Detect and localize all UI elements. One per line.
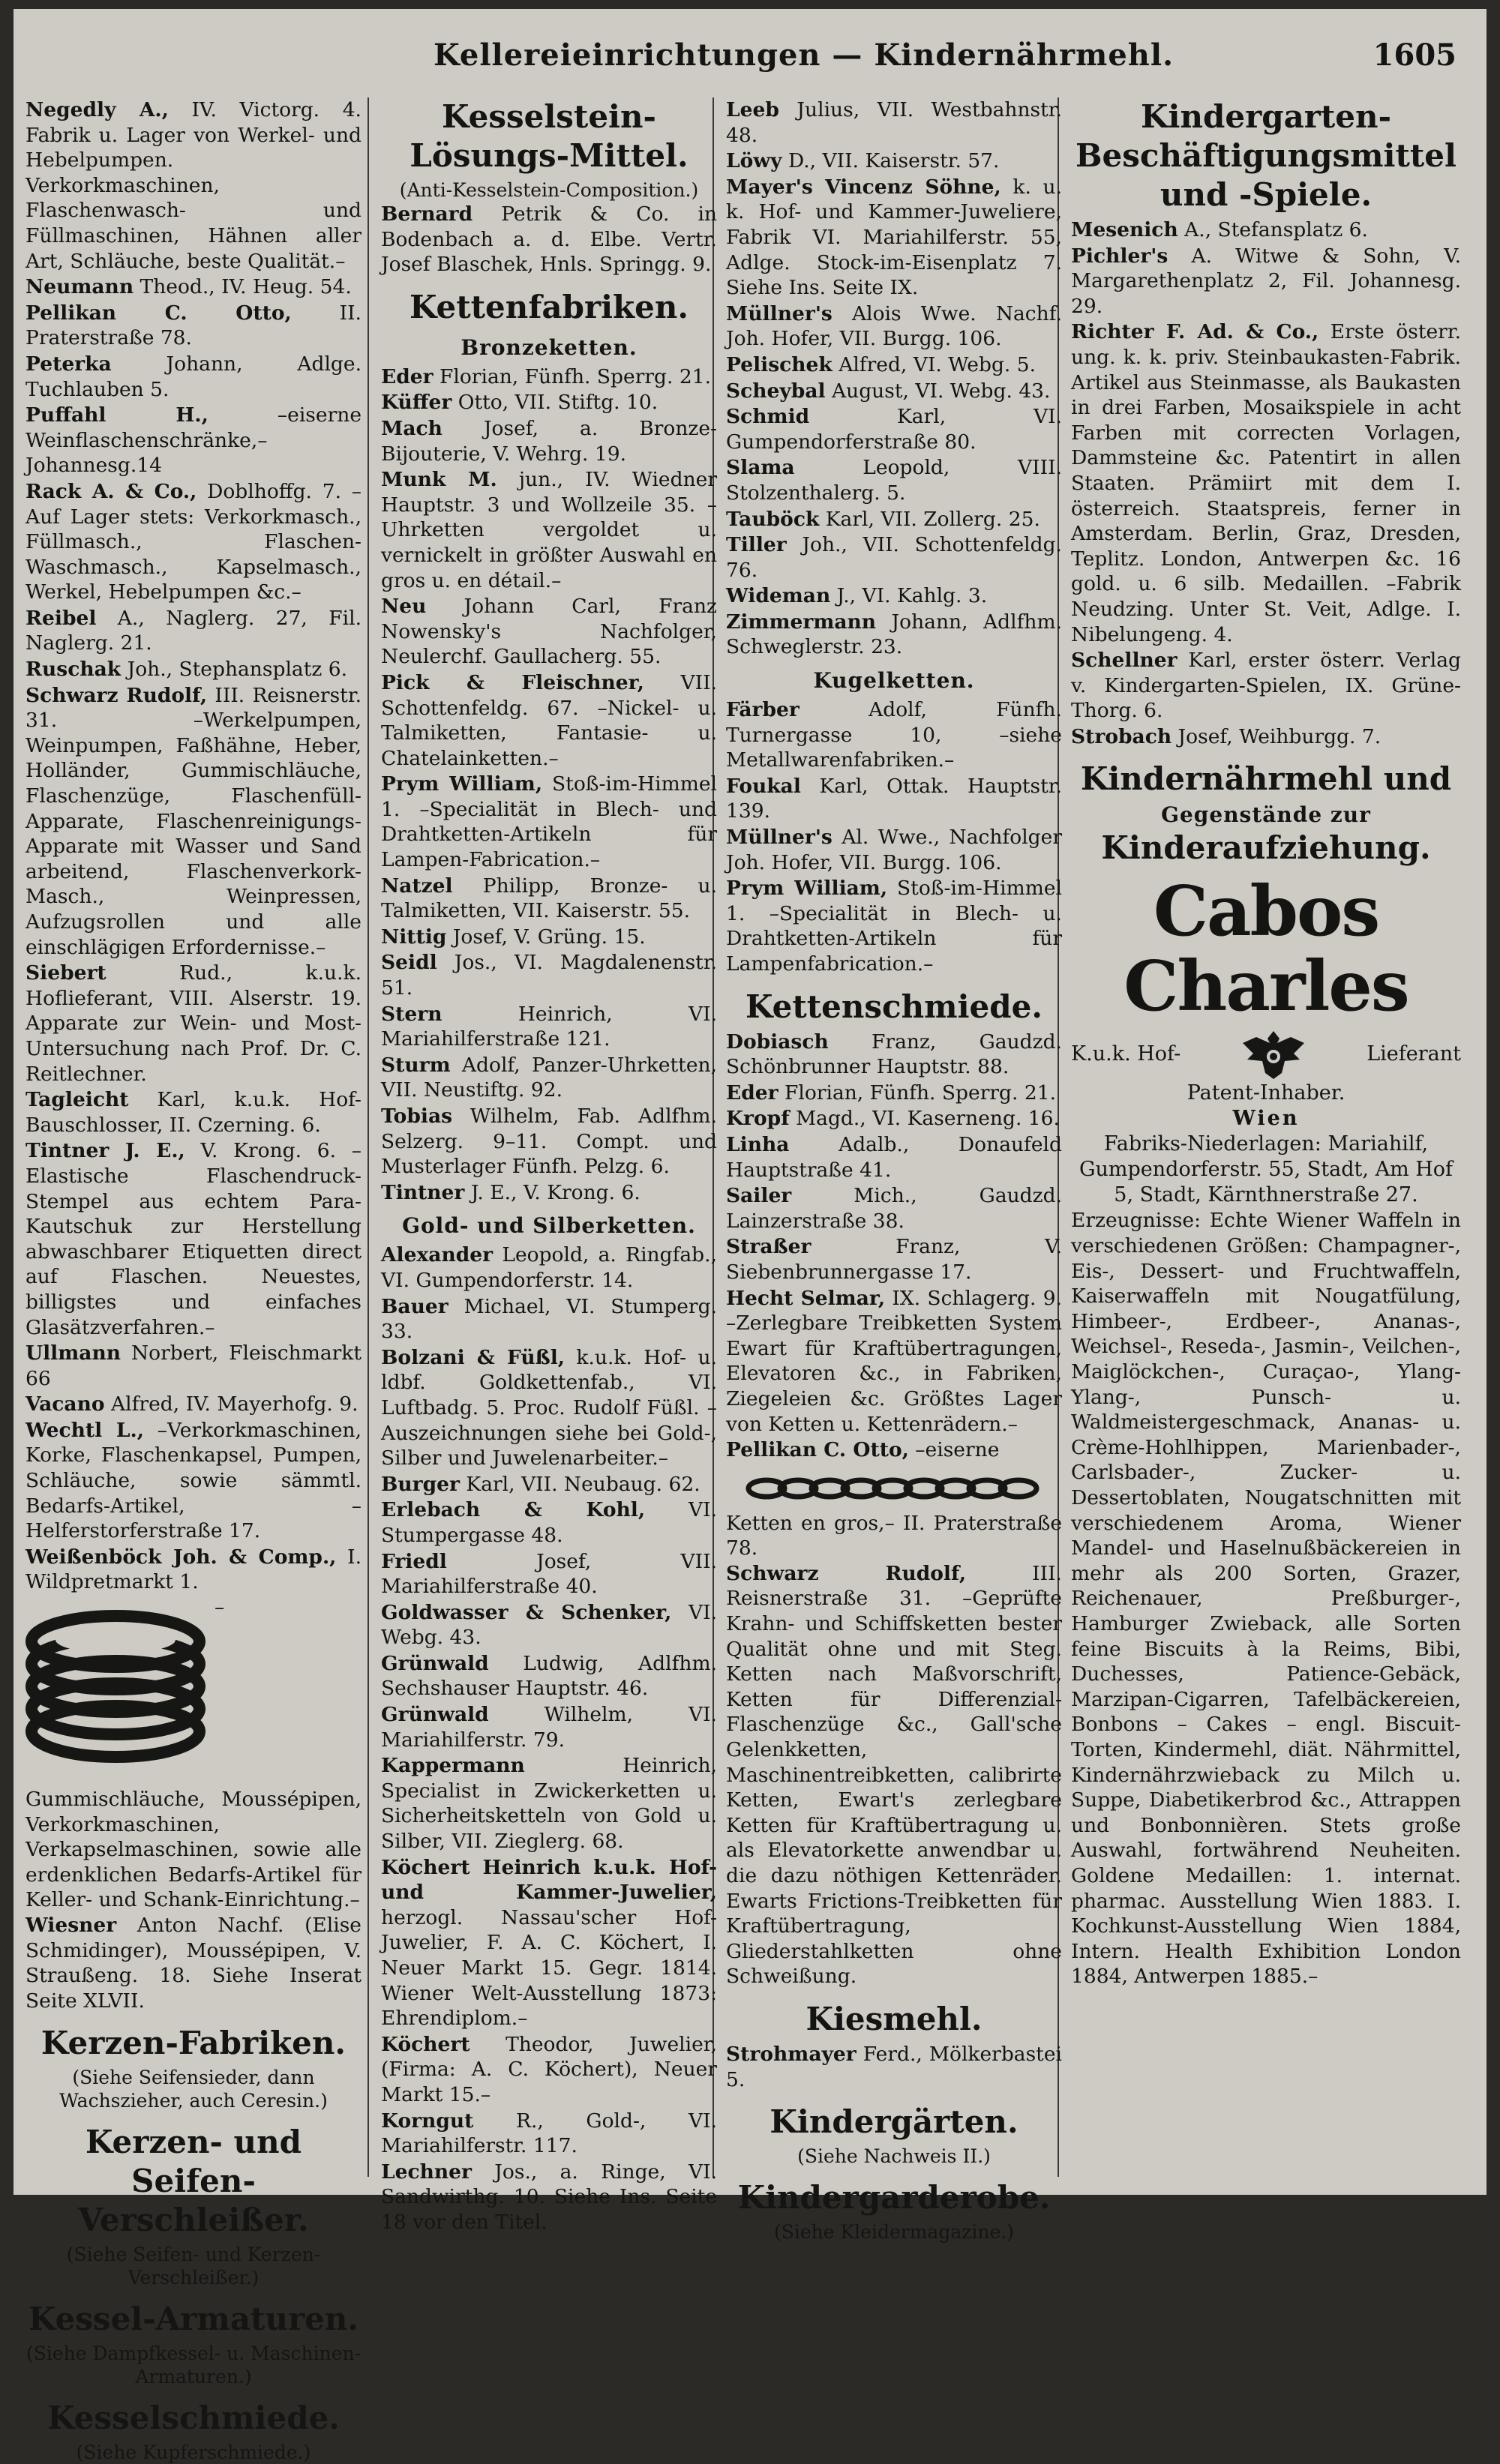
column-1 [26,97,362,2464]
entry-details: Rud., k.u.k. Hoflieferant, VIII. Alserstr. 19. Apparate zur Wein- und Most-Untersuchung nach Prof. Dr. C. Reitlechner. [26,961,362,1086]
entry-details: Florian, Fünfh. Sperrg. 21. [433,364,711,388]
entry-name: Prym William, [381,772,543,796]
directory-entry [726,1132,1062,1183]
running-title: Kellereieinrichtungen — Kindernährmehl. [434,37,1174,73]
entry-details: k. u. k. Hof- und Kammer-Juweliere, Fabrik VI. Mariahilferstr. 55, Adlge. Stock-im-Eisenplatz 7. Siehe Ins. Seite IX. [726,175,1062,300]
entry-name: Eder [726,1081,778,1105]
entry-name: Bauer [381,1294,448,1318]
directory-entry [26,479,362,605]
directory-entry [726,1183,1062,1233]
entry-name: Strohmayer [726,2042,856,2066]
entry-details: II. Praterstraße 78. [26,301,362,350]
entry-details: Theod., IV. Heug. 54. [134,275,352,299]
advert-outlets: Fabriks-Niederlagen: Mariahilf, Gumpendorferstr. 55, Stadt, Am Hof 5, Stadt, Kärnthnerstraße 27. [1078,1132,1454,1207]
directory-entry [381,1002,717,1052]
entry-name: Neumann [26,275,134,299]
entry-details: Doblhoffg. 7. –Auf Lager stets: Verkorkmasch., Füllmasch., Flaschen-Waschmasch., Kapselmasch., Werkel, Hebelpumpen &c.– [26,479,362,604]
entry-name: Rack A. & Co., [26,479,197,503]
entry-name: Neu [381,595,427,619]
entry-list [26,97,362,1595]
directory-entry [726,301,1062,352]
chain-illustration [744,1473,1044,1503]
directory-entry [381,1472,717,1497]
entry-details: Josef, a. Bronze-Bijouterie, V. Wehrg. 19. [381,416,717,466]
entry-name: Grünwald [381,1703,489,1727]
entry-name: Grünwald [381,1651,489,1675]
entry-name: Tiller [726,533,787,557]
imperial-eagle-icon [1240,1027,1307,1081]
entry-name: Zimmermann [726,610,877,634]
column-4 [1071,97,1461,2180]
entry-details: –eiserne Weinflaschenschränke,–Johannesg.14 [26,403,362,478]
directory-entry [1071,724,1461,750]
entry-name: Wechtl L., [26,1418,144,1442]
directory-page [14,9,1486,2464]
section-heading: Kessel-Armaturen. [28,2301,358,2338]
directory-entry [726,175,1062,301]
subsection-heading: Gegenstände zur [1161,802,1371,828]
entry-name: Lechner [381,2160,472,2184]
entry-details: –eiserne [908,1438,1000,1462]
entry-details: Josef, Weihburgg. 7. [1172,724,1382,748]
entry-name: Richter F. Ad. & Co., [1071,320,1319,344]
directory-entry [26,1138,362,1340]
entry-list [381,1242,717,2235]
directory-entry [381,1651,717,1701]
entry-list [726,2042,1062,2092]
entry-details: Alfred, IV. Mayerhofg. 9. [104,1392,358,1416]
directory-entry [726,583,1062,609]
entry-name: Vacano [26,1392,105,1416]
entry-name: Köchert Heinrich k.u.k. Hof- und Kammer-Juwelier, [381,1855,717,1905]
entry-details: A. Witwe & Sohn, V. Margarethenplatz 2, Fil. Johannesg. 29. [1071,244,1461,318]
entry-name: Eder [381,364,434,388]
entry-name: Bernard [381,202,473,226]
directory-entry [381,670,717,771]
entry-details: Heinrich, VI. Mariahilferstraße 121. [381,1002,717,1051]
entry-name: Tauböck [726,507,820,531]
directory-entry [381,1104,717,1180]
directory-entry [26,606,362,656]
directory-entry [726,610,1062,660]
entry-name: Kappermann [381,1754,525,1778]
entry-name: Ruschak [26,658,122,682]
entry-name: Kropf [726,1107,790,1131]
entry-name: Tintner [381,1180,465,1204]
entry-details: Heinrich, Specialist in Zwickerketten u. Sicherheitsketteln von Gold u. Silber, VII. Zieglerg. 68. [381,1754,717,1854]
entry-name: Pick & Fleischner, [381,670,644,694]
entry-name: Slama [726,456,795,480]
directory-entry [381,2032,717,2108]
directory-entry [26,403,362,478]
entry-name: Linha [726,1132,790,1156]
directory-entry [26,961,362,1087]
entry-details: August, VI. Webg. 43. [825,379,1051,403]
entry-name: Burger [381,1472,460,1496]
entry-details: IX. Schlagerg. 9. –Zerlegbare Treibketten System Ewart für Kraftübertragungen, Elevatoren &c., in Fabriken, Ziegeleien &c. Größtes Lager von Ketten u. Kettenrädern.– [726,1286,1062,1436]
entry-details: III. Reisnerstraße 31. –Geprüfte Krahn- und Schiffsketten bester Qualität ohne und mit Steg. Ketten nach Maßvorschrift, Ketten für Differenzial-Flaschenzüge &c., Gall'sche Gelenkketten, Maschinentreibketten, calibrirte Ketten, Ewart's zerlegbare Ketten für Kraftübertragung u. als Elevatorkette anwendbar u. die dazu nöthigen Kettenräder. Ewarts Frictions-Treibketten für Kraftübertragung, Gliederstahlketten ohne Schweißung. [726,1561,1062,1989]
entry-name: Friedl [381,1549,447,1573]
directory-entry [381,390,717,415]
entry-name: Strobach [1071,724,1172,748]
entry-list [26,1913,362,2013]
entry-list [381,202,717,277]
directory-entry [381,1549,717,1599]
entry-name: Tagleicht [26,1088,129,1112]
entry-details: Josef, V. Grüng. 15. [446,925,646,949]
entry-details: Anton Nachf. (Elise Schmidinger), Moussépipen, V. Straußeng. 18. Siehe Inserat Seite XLVII. [26,1914,362,2013]
entry-details: Alois Wwe. Nachf. Joh. Hofer, VII. Burgg. 106. [726,301,1062,351]
entry-details: III. Reisnerstr. 31. –Werkelpumpen, Weinpumpen, Faßhähne, Heber, Holländer, Gummischläuche, Flaschenzüge, Flaschenfüll-Apparate, Flaschenreinigungs-Apparate mit Wasser und Sand arbeitend, Flaschenverkork-Masch., Weinpressen, Aufzugsrollen und alle einschlägigen Erfordernisse.– [26,683,362,959]
entry-details: Leopold, a. Ringfab., VI. Gumpendorferstr. 14. [381,1243,717,1292]
cabos-advert [1071,871,1461,1989]
entry-name: Bolzani & Füßl, [381,1345,566,1369]
entry-details: jun., IV. Wiedner Hauptstr. 3 und Wollzeile 35. –Uhrketten vergoldet u. vernickelt in größter Auswahl en gros u. en détail.– [381,468,717,592]
directory-entry [381,2160,717,2235]
entry-details: Adolf, Panzer-Uhrketten, VII. Neustiftg. 92. [381,1053,717,1102]
cross-reference: (Siehe Seifensieder, dann Wachszieher, auch Ceresin.) [59,2067,328,2112]
directory-entry [381,1600,717,1650]
directory-entry [726,774,1062,824]
entry-name: Scheybal [726,379,826,403]
directory-entry [381,1753,717,1854]
directory-entry [726,1561,1062,1989]
entry-details: VII. Schottenfeldg. 67. –Nickel- u. Talmiketten, Fantasie- u. Chatelainketten.– [381,670,717,770]
entry-details: V. Krong. 6. –Elastische Flaschendruck-Stempel aus echtem Para-Kautschuk zur Herstellung abwaschbarer Etiquetten direct auf Flaschen. Neuestes, billigstes und einfaches Glasätzverfahren.– [26,1139,362,1339]
directory-entry [726,148,1062,174]
directory-entry [381,202,717,277]
entry-details: R., Gold-, VI. Mariahilferstr. 117. [381,2109,717,2158]
directory-entry [726,1081,1062,1106]
entry-name: Schmid [726,405,810,429]
entry-details: Karl, VII. Zollerg. 25. [819,507,1040,531]
directory-entry [726,1286,1062,1437]
section-heading: Kettenschmiede. [746,988,1042,1025]
entry-details: Petrik & Co. in Bodenbach a. d. Elbe. Vertr. Josef Blaschek, Hnls. Springg. 9. [381,202,717,277]
section-heading: Kettenfabriken. [409,288,689,325]
entry-details: Erste österr. ung. k. k. priv. Steinbaukasten-Fabrik. Artikel aus Steinmasse, als Baukasten in drei Farben, Mosaikspiele in acht Farben mit correcten Vorlagen, Dammsteine &c. Patentirt in allen Staaten. Prämiirt mit dem I. österreich. Staatspreis, ferner in Amsterdam. Berlin, Graz, Dresden, Teplitz. London, Antwerpen &c. 16 gold. u. 6 silb. Medaillen. –Fabrik Neudzing. Unter St. Veit, Adlge. I. Nibelungeng. 4. [1071,320,1462,646]
entry-details: I. Wildpretmarkt 1. [26,1545,362,1594]
entry-name: Munk M. [381,468,497,492]
advert-patent: Patent-Inhaber. [1186,1081,1346,1105]
entry-list [726,97,1062,660]
entry-details: D., VII. Kaiserstr. 57. [782,149,1000,173]
entry-details: Adalb., Donaufeld Hauptstraße 41. [726,1132,1062,1182]
entry-details: Wilhelm, Fab. Adlfhm. Selzerg. 9–11. Compt. und Musterlager Fünfh. Pelzg. 6. [381,1105,717,1179]
entry-details: Philipp, Bronze- u. Talmiketten, VII. Kaiserstr. 55. [381,874,717,923]
column-2 [381,97,717,2234]
directory-entry [1071,217,1461,243]
entry-details: Ferd., Mölkerbastei 5. [726,2042,1062,2091]
entry-name: Reibel [26,606,97,630]
entry-name: Köchert [381,2032,470,2056]
entry-name: Müllner's [726,301,832,325]
entry-list [726,697,1062,977]
entry-name: Pellikan C. Otto, [726,1438,909,1462]
entry-details: Leopold, VIII. Stolzenthalerg. 5. [726,456,1062,505]
entry-details: Al. Wwe., Nachfolger Joh. Hofer, VII. Burgg. 106. [726,826,1062,874]
coil-advert [26,1595,362,1913]
entry-details: Karl, erster österr. Verlag v. Kindergarten-Spielen, IX. Grüne-Thorg. 6. [1071,649,1461,723]
entry-details: Michael, VI. Stumperg. 33. [381,1294,717,1344]
entry-name: Straßer [726,1235,812,1259]
section-heading: Kesselstein-Lösungs-Mittel. [410,98,688,174]
entry-details: Johann, Adlge. Tuchlauben 5. [26,352,362,401]
entry-name: Weißenböck Joh. & Comp., [26,1545,337,1569]
entry-name: Stern [381,1002,442,1026]
directory-entry [381,467,717,593]
chain-advert-text: Ketten en gros,– II. Praterstraße 78. [726,1511,1062,1560]
section-heading: Kerzen-Fabriken. [40,2025,346,2062]
entry-name: Puffahl H., [26,403,208,427]
entry-name: Nittig [381,925,447,949]
entry-details: Josef, VII. Mariahilferstraße 40. [381,1549,717,1599]
entry-name: Schellner [1071,649,1178,673]
directory-entry [26,274,362,300]
directory-entry [1071,648,1461,724]
directory-entry [26,97,362,274]
entry-name: Mayer's Vincenz Söhne, [726,175,1001,199]
entry-details: Mich., Gaudzd. Lainzerstraße 38. [726,1184,1062,1233]
entry-list [726,1030,1062,1463]
entry-name: Tintner J. E., [26,1139,185,1163]
directory-entry [26,683,362,961]
directory-entry [26,657,362,682]
directory-entry [726,352,1062,378]
entry-details: Karl, Ottak. Hauptstr. 139. [726,774,1062,823]
directory-entry [726,876,1062,976]
entry-details: VI. Stumpergasse 48. [381,1498,717,1547]
entry-details: Jos., a. Ringe, VI. Sandwirthg. 10. Siehe Ins. Seite 18 vor den Titel. [381,2160,717,2234]
cross-reference: (Siehe Nachweis II.) [797,2145,991,2168]
entry-details: Alfred, VI. Webg. 5. [832,352,1036,376]
directory-entry [26,301,362,351]
directory-entry [381,772,717,872]
entry-name: Schwarz Rudolf, [26,683,208,707]
subsection-heading: Bronzeketten. [460,334,638,360]
advert-city: Wien [1232,1107,1300,1131]
column-rule [368,97,369,2177]
entry-details: A., Naglerg. 27, Fil. Naglerg. 21. [26,606,362,655]
entry-name: Ullmann [26,1341,121,1365]
entry-name: Mesenich [1071,218,1178,241]
entry-details: A., Stefansplatz 6. [1178,218,1368,241]
entry-details: Wilhelm, VI. Mariahilferstr. 79. [381,1703,717,1752]
directory-entry [726,507,1062,532]
entry-details: Julius, VII. Westbahnstr. 48. [726,98,1062,147]
directory-entry [726,825,1062,875]
entry-name: Pelischek [726,352,832,376]
entry-details: Karl, VI. Gumpendorferstraße 80. [726,405,1062,454]
directory-entry [26,1087,362,1138]
entry-name: Schwarz Rudolf, [726,1561,967,1585]
cross-reference: (Siehe Seifen- und Kerzen-Verschleißer.) [66,2244,321,2289]
directory-entry [726,455,1062,505]
advert-purveyor-left: K.u.k. Hof- [1071,1042,1181,1066]
entry-name: Leeb [726,98,779,121]
directory-entry [26,1418,362,1544]
entry-details: Stoß-im-Himmel 1. –Specialität in Blech- und Drahtketten-Artikeln für Lampen-Fabrication.– [381,772,717,872]
entry-name: Wiesner [26,1914,117,1937]
entry-details: Stoß-im-Himmel 1. –Specialität in Blech- u. Drahtketten-Artikeln für Lampenfabrication.– [726,877,1062,976]
directory-entry [381,1180,717,1206]
directory-entry [381,925,717,950]
entry-name: Müllner's [726,826,832,850]
directory-entry [726,2042,1062,2092]
entry-name: Goldwasser & Schenker, [381,1600,672,1624]
directory-entry [726,1437,1062,1463]
directory-entry [381,950,717,1000]
entry-details: herzogl. Nassau'scher Hof-Juwelier, F. A. C. Köchert, I. Neuer Markt 15. Gegr. 1814. Wiener Welt-Ausstellung 1873: Ehrendiplom.– [381,1905,717,2031]
entry-details: Karl, VII. Neubaug. 62. [459,1472,700,1496]
entry-name: Foukal [726,774,801,798]
directory-entry [1071,244,1461,319]
directory-entry [381,594,717,670]
section-heading: Kesselschmiede. [47,2400,340,2437]
column-3 [726,97,1062,2244]
directory-entry [381,1053,717,1103]
directory-entry [1071,319,1461,647]
subsection-heading: Kugelketten. [813,668,975,694]
directory-entry [726,1030,1062,1080]
directory-entry [381,1345,717,1471]
directory-entry [381,1702,717,1752]
cross-reference: (Siehe Kleidermagazine.) [773,2221,1014,2244]
directory-entry [726,97,1062,148]
entry-details: Florian, Fünfh. Sperrg. 21. [778,1081,1056,1105]
entry-details: Johann, Adlfhm. Schweglerstr. 23. [726,610,1062,659]
entry-details: Jos., VI. Magdalenenstr. 51. [381,951,717,1000]
directory-entry [26,352,362,402]
directory-entry [726,1234,1062,1284]
section-heading: Kiesmehl. [806,2000,982,2037]
entry-details: Franz, V. Siebenbrunnergasse 17. [726,1235,1062,1284]
advert-company-name: Cabos Charles [1124,871,1408,1027]
entry-name: Siebert [26,961,106,985]
directory-entry [381,416,717,466]
directory-entry [381,2109,717,2159]
entry-details: Theodor, Juwelier, (Firma: A. C. Köchert), Neuer Markt 15.– [381,2032,717,2106]
entry-details: Ludwig, Adlfhm. Sechshauser Hauptstr. 46. [381,1651,717,1701]
entry-name: Löwy [726,149,782,173]
entry-name: Prym William, [726,877,888,901]
entry-details: Otto, VII. Stiftg. 10. [452,391,658,415]
directory-entry [26,1913,362,2013]
entry-details: Norbert, Fleischmarkt 66 [26,1341,362,1390]
entry-name: Wideman [726,584,831,608]
directory-entry [726,1106,1062,1132]
directory-entry [726,532,1062,583]
entry-name: Peterka [26,352,112,376]
advert-purveyor-right: Lieferant [1366,1042,1461,1066]
section-heading: Kindergärten. [770,2103,1018,2141]
entry-name: Natzel [381,874,453,898]
entry-name: Färber [726,698,800,722]
entry-details: k.u.k. Hof- u. ldbf. Goldkettenfab., VI. Luftbadg. 5. Proc. Rudolf Füßl. –Auszeichnungen siehe bei Gold-, Silber und Juwelenarbeiter.– [381,1345,717,1470]
entry-name: Hecht Selmar, [726,1286,886,1310]
entry-details: Franz, Gaudzd. Schönbrunner Hauptstr. 88. [726,1030,1062,1079]
directory-entry [726,379,1062,404]
directory-entry [26,1341,362,1391]
section-heading: Kindergarten-Beschäftigungsmittel und -Spiele. [1076,98,1456,213]
entry-name: Dobiasch [726,1030,829,1054]
entry-details: J. E., V. Krong. 6. [464,1180,640,1204]
entry-name: Pichler's [1071,244,1168,268]
entry-name: Alexander [381,1243,494,1267]
section-heading: Kindergarderobe. [737,2179,1051,2217]
entry-name: Mach [381,416,442,440]
directory-entry [26,1545,362,1595]
hose-coil-illustration [26,1596,206,1784]
cross-reference: (Siehe Dampfkessel- u. Maschinen-Armaturen.) [26,2343,362,2388]
directory-entry [381,1294,717,1344]
directory-entry [726,404,1062,454]
section-note: (Anti-Kesselstein-Composition.) [399,179,699,201]
entry-details: Adolf, Fünfh. Turnergasse 10, –siehe Metallwarenfabriken.– [726,698,1062,772]
entry-list [1071,217,1461,749]
page-header [14,37,1486,82]
directory-entry [381,364,717,390]
entry-details: Johann Carl, Franz Nowensky's Nachfolger, Neulerchf. Gaullacherg. 55. [381,595,717,669]
entry-details: Magd., VI. Kaserneng. 16. [789,1107,1060,1131]
entry-name: Sailer [726,1184,792,1208]
section-heading: Kindernährmehl und [1080,760,1452,798]
entry-details: Joh., Stephansplatz 6. [121,658,348,682]
entry-name: Tobias [381,1105,453,1128]
directory-entry [726,697,1062,773]
directory-entry [381,874,717,924]
entry-name: Negedly A., [26,98,169,121]
entry-name: Pellikan C. Otto, [26,301,292,325]
entry-details: VI. Webg. 43. [381,1600,717,1650]
entry-name: Erlebach & Kohl, [381,1498,646,1522]
directory-entry [381,1497,717,1548]
page-number: 1605 [1372,37,1456,73]
directory-entry [26,1392,362,1417]
entry-details: Karl, k.u.k. Hof-Bauschlosser, II. Czerning. 6. [26,1088,362,1137]
entry-name: Sturm [381,1053,451,1077]
cross-reference: (Siehe Kupferschmiede.) [76,2442,311,2464]
section-heading: Kinderaufziehung. [1101,829,1431,867]
advert-purveyor-row [1071,1027,1461,1081]
entry-details: Joh., VII. Schottenfeldg. 76. [726,533,1062,582]
subsection-heading: Gold- und Silberketten. [402,1213,696,1239]
entry-details: –Verkorkmaschinen, Korke, Flaschenkapsel, Pumpen, Schläuche, sowie sämmtl. Bedarfs-Artikel, –Helferstorferstraße 17. [26,1418,362,1543]
section-heading: Kerzen- und Seifen-Verschleißer. [78,2124,309,2239]
entry-name: Küffer [381,391,452,415]
directory-entry [381,1855,717,2031]
directory-entry [381,1242,717,1293]
entry-details: IV. Victorg. 4. Fabrik u. Lager von Werkel- und Hebelpumpen. Verkorkmaschinen, Flaschenwasch- und Füllmaschinen, Hähnen aller Art, Schläuche, beste Qualität.– [26,98,362,273]
entry-name: Korngut [381,2109,474,2133]
entry-list [726,1561,1062,1989]
coil-advert-text: –Gummischläuche, Moussépipen, Verkorkmaschinen, Verkapselmaschinen, sowie alle erdenklichen Bedarfs-Artikel für Keller- und Schank-Einrichtung.– [26,1596,362,1912]
entry-list [381,364,717,1206]
entry-name: Seidl [381,951,437,975]
advert-body: Erzeugnisse: Echte Wiener Waffeln in verschiedenen Größen: Champagner-, Eis-, Dessert- und Fruchtwaffeln, Kaiserwaffeln mit Nougatfülung, Himbeer-, Erdbeer-, Ananas-, Weichsel-, Reseda-, Jasmin-, Veilchen-, Maiglöckchen-, Curaçao-, Ylang-Ylang-, Punsch- u. Waldmeistergeschmack, Ananas- u. Crème-Hohlhippen, Marienbader-, Carlsbader-, Zucker- u. Dessertoblaten, Nougatschnitten mit verschiedenem Aroma, Wiener Mandel- und Haselnußbäckereien in mehr als 200 Sorten, Grazer, Reichenauer, Preßburger-, Hamburger Zwieback, alle Sorten feine Biscuits à la Reims, Bibi, Duchesses, Patience-Gebäck, Marzipan-Cigarren, Tafelbäckereien, Bonbons – Cakes – engl. Biscuit-Torten, Kindermehl, diät. Nährmittel, Kindernährzwieback zu Milch u. Suppe, Diabetikerbrod &c., Attrappen und Bonbonnièren. Stets große Auswahl, fortwährend Neuheiten. Goldene Medaillen: 1. internat. pharmac. Ausstellung Wien 1883. I. Kochkunst-Ausstellung Wien 1884, Intern. Health Exhibition London 1884, Antwerpen 1885.– [1071,1209,1461,1989]
entry-details: J., VI. Kahlg. 3. [830,584,988,608]
